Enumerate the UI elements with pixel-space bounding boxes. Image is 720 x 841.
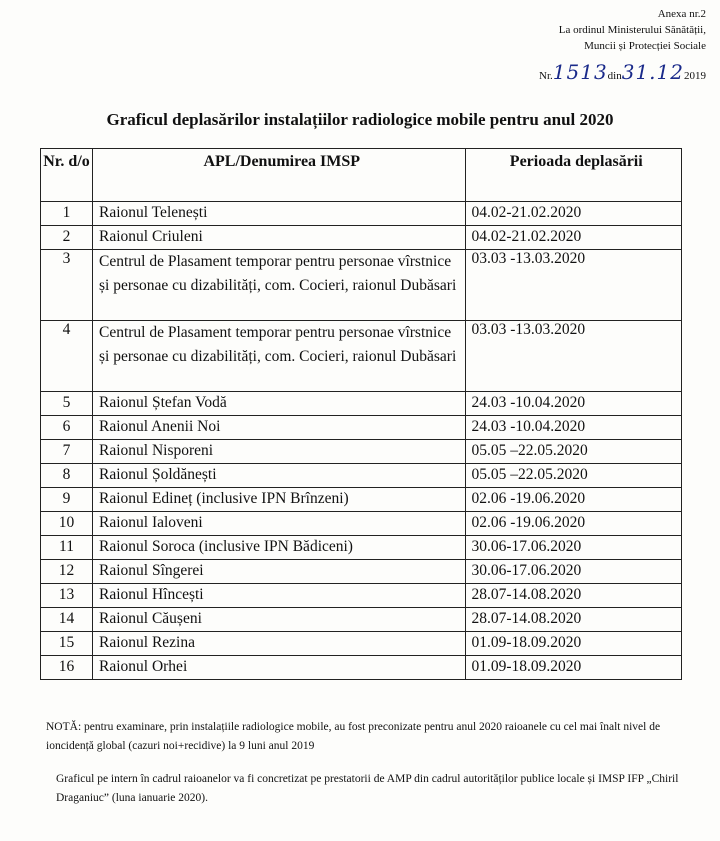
row-period: 24.03 -10.04.2020 <box>465 416 682 440</box>
annex-ministry-line1: La ordinul Ministerului Sănătății, <box>558 24 706 36</box>
row-location: Raionul Telenești <box>93 202 466 226</box>
row-number: 2 <box>41 226 93 250</box>
row-period: 02.06 -19.06.2020 <box>465 488 682 512</box>
row-number: 10 <box>41 512 93 536</box>
order-year: 2019 <box>684 70 706 82</box>
row-location: Raionul Edineț (inclusive IPN Brînzeni) <box>93 488 466 512</box>
table-row <box>41 464 682 488</box>
row-location: Raionul Soroca (inclusive IPN Bădiceni) <box>93 536 466 560</box>
row-period: 01.09-18.09.2020 <box>465 656 682 680</box>
row-location: Raionul Căușeni <box>93 608 466 632</box>
table-header-row <box>41 149 682 202</box>
row-period: 05.05 –22.05.2020 <box>465 440 682 464</box>
row-number: 4 <box>41 321 93 392</box>
order-nr-label: Nr. <box>539 70 553 82</box>
table-row <box>41 536 682 560</box>
row-number: 11 <box>41 536 93 560</box>
row-location: Centrul de Plasament temporar pentru personae vîrstnice și personae cu dizabilități, com. Cocieri, raionul Dubăsari <box>93 321 466 392</box>
table-row <box>41 250 682 321</box>
note-text: NOTĂ: pentru examinare, prin instalațiile radiologice mobile, au fost preconizate pentru anul 2020 raioanele cu cel mai înalt nivel de ioncidență global (cazuri noi+recidive) la 9 luni anul 2019 <box>46 721 661 752</box>
schedule-table <box>40 148 682 680</box>
table-row <box>41 560 682 584</box>
row-number: 13 <box>41 584 93 608</box>
row-number: 7 <box>41 440 93 464</box>
table-row <box>41 584 682 608</box>
row-period: 03.03 -13.03.2020 <box>465 250 682 321</box>
order-date-handwritten: 31.12 <box>621 60 684 84</box>
document-title: Graficul deplasărilor instalațiilor radiologice mobile pentru anul 2020 <box>106 110 614 129</box>
row-period: 05.05 –22.05.2020 <box>465 464 682 488</box>
row-period: 04.02-21.02.2020 <box>465 226 682 250</box>
row-period: 01.09-18.09.2020 <box>465 632 682 656</box>
row-location: Raionul Șoldănești <box>93 464 466 488</box>
table-row <box>41 512 682 536</box>
annex-number: Anexa nr.2 <box>657 8 706 20</box>
row-number: 15 <box>41 632 93 656</box>
annex-ministry-line2: Muncii și Protecției Sociale <box>584 40 706 52</box>
table-row <box>41 608 682 632</box>
table-row <box>41 321 682 392</box>
row-period: 03.03 -13.03.2020 <box>465 321 682 392</box>
table-row <box>41 202 682 226</box>
row-number: 14 <box>41 608 93 632</box>
row-period: 24.03 -10.04.2020 <box>465 392 682 416</box>
row-location: Raionul Criuleni <box>93 226 466 250</box>
annex-header <box>539 6 706 84</box>
row-number: 12 <box>41 560 93 584</box>
footer-text: Graficul pe intern în cadrul raioanelor va fi concretizat pe prestatorii de AMP din cadrul autorităților publice locale și IMSP IFP „Chiril Draganiuc” (luna ianuarie 2020). <box>56 773 679 804</box>
row-period: 28.07-14.08.2020 <box>465 584 682 608</box>
row-period: 04.02-21.02.2020 <box>465 202 682 226</box>
table-row <box>41 488 682 512</box>
row-location: Raionul Nisporeni <box>93 440 466 464</box>
table-row <box>41 392 682 416</box>
row-number: 16 <box>41 656 93 680</box>
row-number: 8 <box>41 464 93 488</box>
row-location: Raionul Sîngerei <box>93 560 466 584</box>
table-row <box>41 416 682 440</box>
header-nr: Nr. d/o <box>41 149 93 202</box>
row-period: 30.06-17.06.2020 <box>465 560 682 584</box>
row-location: Raionul Hîncești <box>93 584 466 608</box>
row-period: 28.07-14.08.2020 <box>465 608 682 632</box>
row-location: Raionul Ialoveni <box>93 512 466 536</box>
row-period: 30.06-17.06.2020 <box>465 536 682 560</box>
order-nr-handwritten: 1513 <box>552 60 608 84</box>
row-location: Raionul Orhei <box>93 656 466 680</box>
row-location: Centrul de Plasament temporar pentru personae vîrstnice și personae cu dizabilități, com. Cocieri, raionul Dubăsari <box>93 250 466 321</box>
header-period: Perioada deplasării <box>465 149 682 202</box>
order-din-label: din <box>607 70 622 82</box>
row-location: Raionul Anenii Noi <box>93 416 466 440</box>
header-apl: APL/Denumirea IMSP <box>93 149 466 202</box>
table-body <box>41 202 682 680</box>
row-location: Raionul Rezina <box>93 632 466 656</box>
table-row <box>41 632 682 656</box>
row-number: 1 <box>41 202 93 226</box>
table-row <box>41 440 682 464</box>
row-period: 02.06 -19.06.2020 <box>465 512 682 536</box>
table-row <box>41 656 682 680</box>
row-number: 6 <box>41 416 93 440</box>
order-registration <box>539 60 706 84</box>
table-row <box>41 226 682 250</box>
row-number: 5 <box>41 392 93 416</box>
row-location: Raionul Ștefan Vodă <box>93 392 466 416</box>
row-number: 9 <box>41 488 93 512</box>
row-number: 3 <box>41 250 93 321</box>
